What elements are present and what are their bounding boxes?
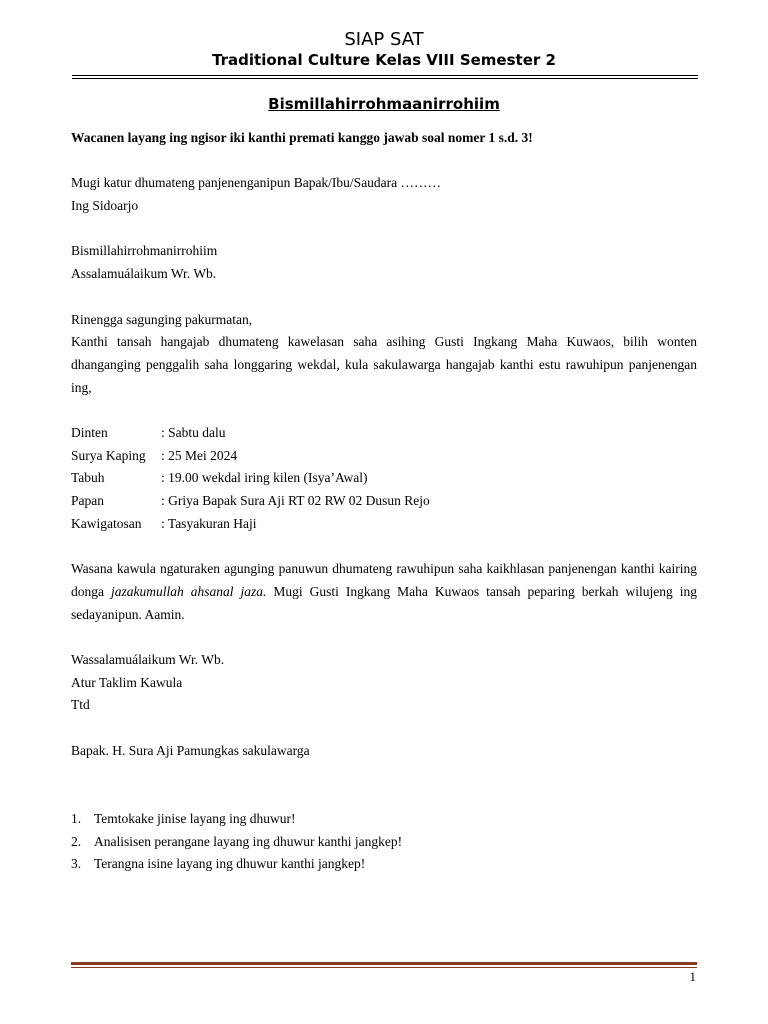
document-body [71,127,697,876]
closing-text-start: Wasana kawula ngaturaken agunging panuwun dhumateng rawuhipun saha kaikhlasan panjenengan kanthi kairing donga [71,561,697,599]
question-number: 2. [71,833,82,849]
question-list [71,808,697,876]
letter-salam-penutup: Wassalamuálaikum Wr. Wb. [71,652,225,668]
question-text: Analisisen perangane layang ing dhuwur kanthi jangkep! [94,833,403,849]
detail-label: Tabuh [71,470,105,486]
detail-label: Surya Kaping [71,447,146,463]
detail-value: : Griya Bapak Sura Aji RT 02 RW 02 Dusun Rejo [161,490,430,513]
letter-signature: Ttd [71,697,90,713]
detail-value: : 25 Mei 2024 [161,445,237,468]
letter-opening-salam: Assalamuálaikum Wr. Wb. [71,266,217,282]
letter-sender: Bapak. H. Sura Aji Pamungkas sakulawarga [71,742,310,758]
letter-atur: Atur Taklim Kawula [71,674,183,690]
detail-label: Kawigatosan [71,515,142,531]
detail-value: : Sabtu dalu [161,422,226,445]
header-subtitle: Traditional Culture Kelas VIII Semester 2 [212,51,556,69]
footer-rule-secondary [71,967,697,968]
question-number: 3. [71,856,82,872]
list-item [71,831,697,854]
header-rule-secondary [72,78,698,79]
letter-closing [71,558,697,626]
header-title: SIAP SAT [344,29,424,50]
detail-row [71,445,697,468]
page-header [0,30,768,69]
detail-row [71,490,697,513]
event-details [71,422,697,536]
question-text: Temtokake jinise layang ing dhuwur! [94,810,296,826]
list-item [71,853,697,876]
page-number: 1 [689,969,696,984]
document-heading: Bismillahirrohmaanirrohiim [268,95,500,113]
reading-instruction: Wacanen layang ing ngisor iki kanthi premati kanggo jawab soal nomer 1 s.d. 3! [71,130,533,145]
detail-value: : 19.00 wekdal iring kilen (Isya’Awal) [161,467,367,490]
letter-greeting: Rinengga sagunging pakurmatan, [71,311,253,327]
detail-row [71,513,697,536]
question-text: Terangna isine layang ing dhuwur kanthi jangkep! [94,856,366,872]
letter-opening-basmalah: Bismillahirrohmanirrohiim [71,243,218,259]
letter-address-place: Ing Sidoarjo [71,198,139,214]
detail-label: Dinten [71,425,108,441]
closing-prayer-italic: jazakumullah ahsanal jaza. [111,583,267,599]
letter-address-line: Mugi katur dhumateng panjenenganipun Bapak/Ibu/Saudara ……… [71,175,442,191]
closing-text-end: Mugi Gusti Ingkang Maha Kuwaos tansah peparing berkah wilujeng ing sedayanipun. Aamin. [71,583,697,622]
detail-label: Papan [71,493,104,509]
footer-rule [71,962,697,965]
letter-body-intro: Kanthi tansah hangajab dhumateng kawelasan saha asihing Gusti Ingkang Maha Kuwaos, bilih wonten dhanganging penggalih saha longgaring wekdal, kula sakulawarga hangajab kanthi estu rawuhipun panjenengan ing, [71,334,697,395]
detail-row [71,467,697,490]
question-number: 1. [71,810,82,826]
detail-value: : Tasyakuran Haji [161,513,257,536]
header-rule [72,75,698,76]
list-item [71,808,697,831]
detail-row [71,422,697,445]
